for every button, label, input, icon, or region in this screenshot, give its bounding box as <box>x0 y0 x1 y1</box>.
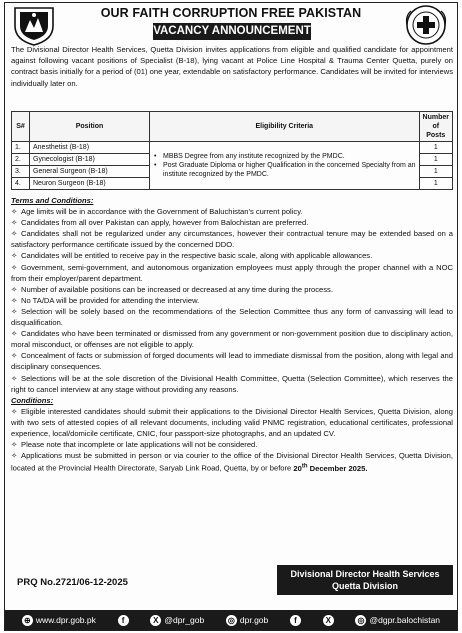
deadline-day: 20 <box>293 463 302 473</box>
list-item <box>11 450 453 474</box>
list-item <box>11 306 453 328</box>
serial-cell: 4. <box>12 178 30 190</box>
list-item <box>11 262 453 284</box>
term-text: Number of available positions can be increased or decreased at any time during the process. <box>21 284 333 294</box>
position-cell: Gynecologist (B-18) <box>30 154 150 166</box>
term-text: Candidates shall not be regularized under any circumstances, however their contractual tenure may be extended based on a satisfactory performance certificate issued by the concerned DDO. <box>11 229 453 250</box>
bullet-marker: ✧ <box>11 373 18 383</box>
posts-cell: 1 <box>419 166 452 178</box>
list-item <box>11 284 453 295</box>
list-item <box>11 206 453 217</box>
eligibility-criteria-cell <box>150 142 420 190</box>
terms-heading: Terms and Conditions: <box>11 196 94 205</box>
condition-text: Eligible interested candidates should submit their applications to the Divisional Director Health Services, Quetta Division, along with two sets of attested copies of all relevant documents, including valid PNMC registration, educational certificates, professional experience, local/domicile certificate, CNIC, four passport-size photographs, and an updated CV. <box>11 406 453 438</box>
deadline-date <box>293 464 367 473</box>
bullet-marker: ✧ <box>11 295 18 305</box>
position-cell: Neuron Surgeon (B-18) <box>30 178 150 190</box>
position-column-header: Position <box>30 112 150 142</box>
term-text: Candidates will be entitled to receive pay in the respective basic scale, along with applicable allowances. <box>21 251 373 261</box>
social-handle: www.dpr.gob.pk <box>35 615 96 625</box>
globe-icon: ⊕ <box>22 615 33 626</box>
x-icon: X <box>323 615 334 626</box>
bullet-marker: ✧ <box>11 306 18 316</box>
table-header-row <box>12 112 453 142</box>
list-item <box>11 373 453 395</box>
table-row <box>12 142 453 154</box>
position-cell: General Surgeon (B-18) <box>30 166 150 178</box>
list-item <box>11 295 453 306</box>
bullet-marker: ✧ <box>11 207 18 217</box>
social-handle: @dpr_gob <box>164 615 205 625</box>
bullet-marker: ✧ <box>11 251 18 261</box>
term-text: Concealment of facts or submission of forged documents will lead to immediate dismissal from the position, along with legal and disciplinary consequences. <box>11 351 453 372</box>
vacancy-table <box>11 111 453 190</box>
conditions-heading: Conditions: <box>11 395 54 405</box>
deadline-ordinal: th <box>301 463 308 470</box>
bullet-marker: ✧ <box>11 218 18 228</box>
serial-cell: 2. <box>12 154 30 166</box>
terms-and-conditions-section <box>11 195 453 474</box>
list-item <box>11 439 453 450</box>
term-text: Age limits will be in accordance with the Government of Baluchistan's current policy. <box>21 207 303 217</box>
term-text: Candidates from all over Pakistan can apply, however from Balochistan are preferred. <box>21 218 309 228</box>
instagram-icon: ◎ <box>226 615 237 626</box>
list-item <box>11 250 453 261</box>
vacancy-banner: VACANCY ANNOUNCEMENT <box>153 23 311 40</box>
list-item <box>11 328 453 350</box>
term-text: Selections will be at the sole discretion of the Divisional Health Committee, Quetta (Selection Committee), which reserves the right to cancel interview at any stage without providing any reasons. <box>11 373 453 394</box>
bullet-marker: ✧ <box>11 406 18 416</box>
instagram-icon: ◎ <box>355 615 366 626</box>
issuing-office-line2: Quetta Division <box>331 581 398 591</box>
posts-cell: 1 <box>419 154 452 166</box>
list-item <box>11 228 453 250</box>
facebook-icon: f <box>290 615 301 626</box>
condition-text: Applications must be submitted in person or via courier to the office of the Divisional Director Health Services, Quetta Division, located at the Provincial Health Directorate, Saryab Link Road, Quetta, by or before <box>11 451 453 473</box>
bullet-marker: ✧ <box>11 451 18 461</box>
posts-cell: 1 <box>419 142 452 154</box>
facebook-icon: f <box>118 615 129 626</box>
term-text: Selection will be solely based on the recommendations of the Selection Committee thus any form of canvassing will lead to disqualification. <box>11 306 453 328</box>
social-facebook-dgpr[interactable] <box>290 615 301 626</box>
term-text: No TA/DA will be provided for attending the interview. <box>21 295 200 305</box>
serial-cell: 3. <box>12 166 30 178</box>
social-x-dgpr[interactable] <box>323 615 334 626</box>
prq-number: PRQ No.2721/06-12-2025 <box>17 577 128 588</box>
social-instagram[interactable] <box>226 615 268 626</box>
list-item <box>11 406 453 439</box>
list-item <box>11 217 453 228</box>
issuing-office-line1: Divisional Director Health Services <box>290 569 440 579</box>
posts-column-header: Number of Posts <box>419 112 452 142</box>
social-facebook[interactable] <box>118 615 129 626</box>
deadline-rest: December 2025. <box>307 463 368 473</box>
bullet-marker: ✧ <box>11 284 18 294</box>
term-text: Government, semi-government, and autonomous organization employees must apply through the proper channel with a NOC from their employer/parent department. <box>11 262 453 283</box>
serial-cell: 1. <box>12 142 30 154</box>
bullet-marker: ✧ <box>11 351 18 361</box>
list-item <box>11 350 453 372</box>
social-website[interactable] <box>22 615 96 626</box>
criteria-item: • MBBS Degree from any institute recognized by the PMDC. <box>153 152 416 161</box>
bullet-marker: ✧ <box>11 262 18 272</box>
bullet-marker: ✧ <box>11 329 18 339</box>
bullet-marker: ✧ <box>11 440 18 450</box>
ad-header <box>5 3 457 45</box>
social-media-bar <box>5 610 457 630</box>
motto-heading: OUR FAITH CORRUPTION FREE PAKISTAN <box>100 6 362 20</box>
intro-paragraph: The Divisional Director Health Services, Quetta Division invites applications from eligible and qualified candidate for appointment against following vacant positions of Specialist (B-18), lying vacant at Police Line Hospital & Trauma Center Quetta, purely on contract basis initially for a period of (01) one year, extendable on satisfactory performance. Candidates will be invited for interviews individually later on. <box>11 45 453 88</box>
criteria-column-header: Eligibility Criteria <box>150 112 420 142</box>
advertisement-page <box>4 2 458 631</box>
social-x[interactable] <box>150 615 204 626</box>
term-text: Candidates who have been terminated or dismissed from any government or non-government position due to disciplinary action, moral misconduct, or offenses are not eligible to apply. <box>11 329 453 350</box>
x-icon: X <box>150 615 161 626</box>
condition-text: Please note that incomplete or late applications will not be considered. <box>21 440 258 450</box>
posts-cell: 1 <box>419 178 452 190</box>
social-instagram-dgpr[interactable] <box>355 615 440 626</box>
health-department-seal-icon <box>401 4 451 46</box>
criteria-item: • Post Graduate Diploma or higher Qualification in the concerned Specialty from an institute recognized by the PMDC. <box>153 161 416 179</box>
bullet-marker: ✧ <box>11 229 18 239</box>
issuing-office-box <box>277 565 453 595</box>
serial-column-header: S# <box>12 112 30 142</box>
position-cell: Anesthetist (B-18) <box>30 142 150 154</box>
social-handle: dpr.gob <box>239 615 269 625</box>
social-handle: @dgpr.balochistan <box>369 615 441 625</box>
